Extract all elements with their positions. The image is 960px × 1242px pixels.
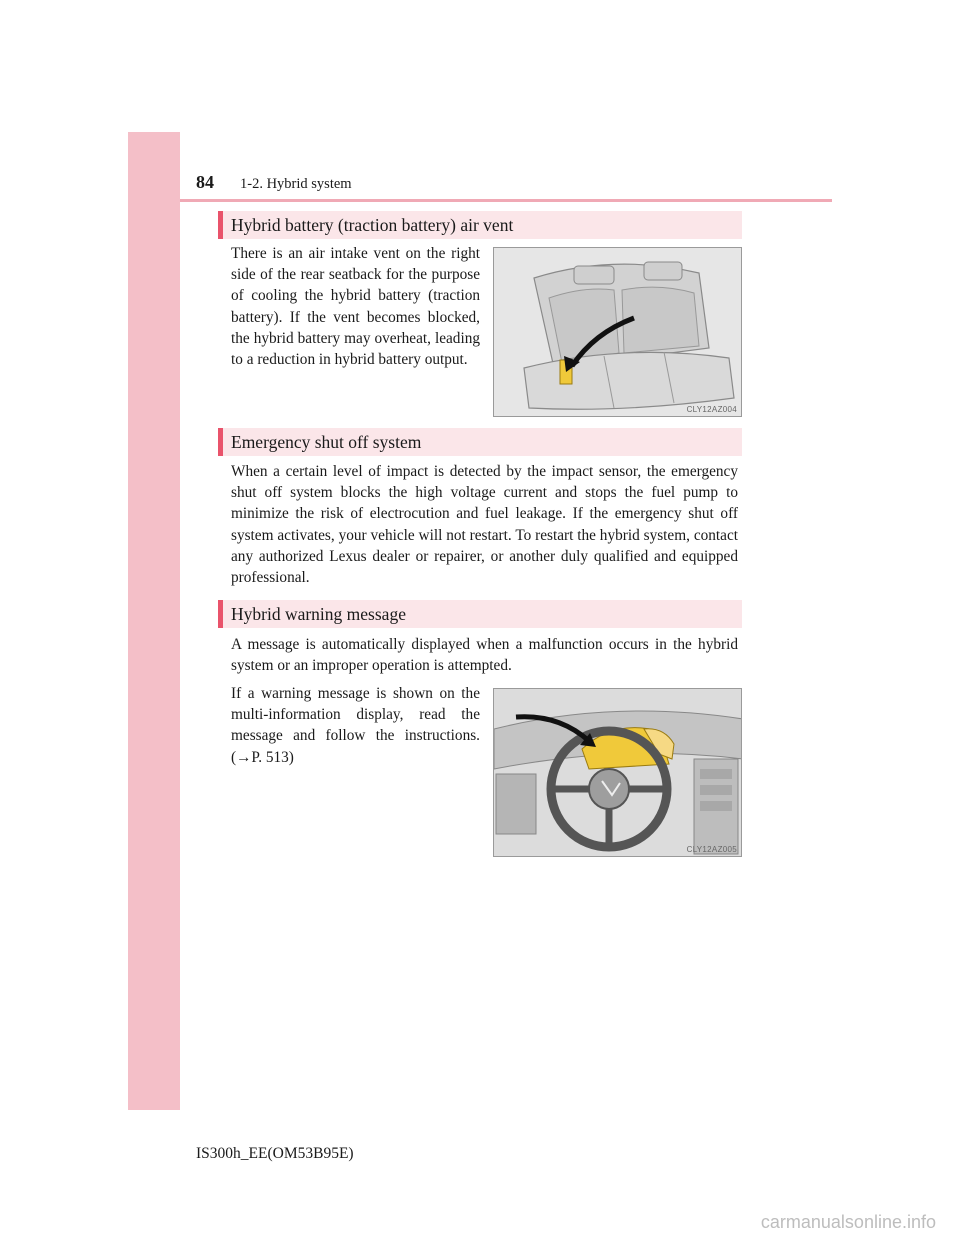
watermark: carmanualsonline.info (760, 1212, 936, 1232)
header-divider (180, 199, 832, 202)
figure-instrument-cluster (493, 688, 742, 857)
chapter-tab-bar (128, 132, 180, 1110)
paragraph-emergency-shutoff: When a certain level of impact is detected by the impact sensor, the emergency shut off system blocks the high voltage current and stops the fuel pump to minimize the risk of electrocution and fuel leakage. If the emergency shut off system activates, your vehicle will not restart. To restart the hybrid system, contact any authorized Lexus dealer or repairer, or another duly qualified and equipped professional. (231, 463, 738, 587)
section-title: 1-2. Hybrid system (240, 176, 352, 192)
footer-model-code: IS300h_EE(OM53B95E) (196, 1145, 354, 1162)
heading-air-vent: Hybrid battery (traction battery) air vent (218, 211, 742, 239)
heading-emergency-shutoff: Emergency shut off system (218, 428, 742, 456)
paragraph-air-vent: There is an air intake vent on the right side of the rear seatback for the purpose of cooling the hybrid battery (traction battery). If the vent becomes blocked, the hybrid battery may overheat, leading to a reduction in hybrid battery output. (231, 245, 480, 369)
paragraph-warning-instructions: If a warning message is shown on the multi-information display, read the message and follow the instructions. (→P. 513) (231, 685, 480, 766)
figure-rear-seat-vent (493, 247, 742, 417)
figure-code: CLY12AZ004 (686, 405, 737, 414)
page-number: 84 (196, 172, 214, 192)
figure-code: CLY12AZ005 (686, 845, 737, 854)
dashboard-illustration (494, 689, 742, 857)
rear-seat-illustration (494, 248, 742, 417)
heading-warning-message: Hybrid warning message (218, 600, 742, 628)
paragraph-warning-intro: A message is automatically displayed when a malfunction occurs in the hybrid system or an improper operation is attempted. (231, 636, 738, 675)
